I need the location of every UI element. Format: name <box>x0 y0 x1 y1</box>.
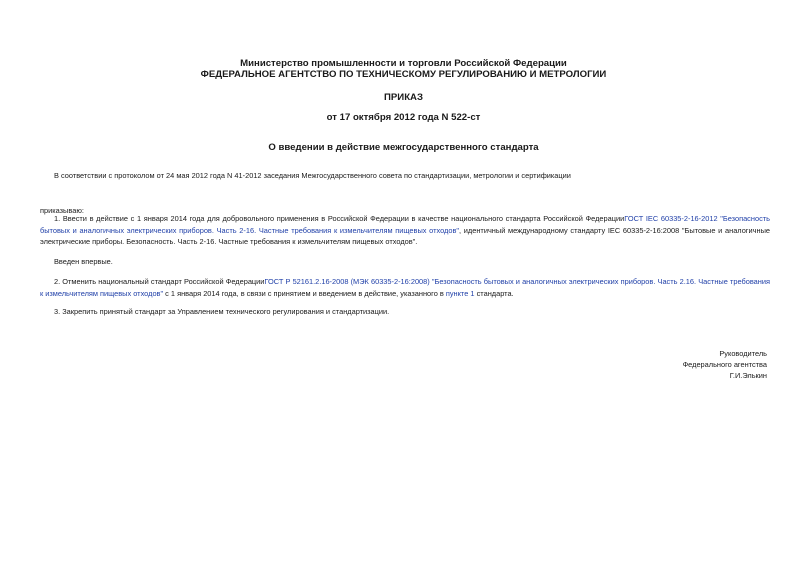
ministry-name: Министерство промышленности и торговли Российской Федерации <box>240 58 567 69</box>
order-word: приказываю: <box>40 206 84 215</box>
agency-name: ФЕДЕРАЛЬНОЕ АГЕНТСТВО ПО ТЕХНИЧЕСКОМУ РЕГУЛИРОВАНИЮ И МЕТРОЛОГИИ <box>200 69 607 80</box>
signature-organization: Федерального агентства <box>682 360 767 369</box>
item-1-text-end: , идентичный международному стандарту IEC 60335-2-16:2008 "Бытовые и аналогичные электрические приборы. Безопасность. Часть 2-16. Частные требования к измельчителям пищевых отходов". <box>40 225 770 247</box>
document-title: О введении в действие межгосударственного стандарта <box>268 142 539 153</box>
document-date-number: от 17 октября 2012 года N 522-ст <box>326 112 481 123</box>
item-3-paragraph: 3. Закрепить принятый стандарт за Управлением технического регулирования и стандартизации. <box>54 307 390 316</box>
item-1-text-start: 1. Ввести в действие с 1 января 2014 года для добровольного применения в Российской Федерации в качестве национального стандарта Российской Федерации <box>54 214 625 223</box>
item-2-text-mid: с 1 января 2014 года, в связи с принятием и введением в действие, указанного в <box>163 288 446 298</box>
item-2-text-start: 2. Отменить национальный стандарт Российской Федерации <box>54 277 265 286</box>
basis-paragraph: В соответствии с протоколом от 24 мая 2012 года N 41-2012 заседания Межгосударственного совета по стандартизации, метрологии и сертификации <box>54 171 571 180</box>
item-2-paragraph <box>40 276 770 300</box>
gost-r-link[interactable]: ГОСТ Р 52161.2.16-2008 (МЭК 60335-2-16:2008) "Безопасность бытовых и аналогичных электрических приборов. Часть 2.16. Частные требования к измельчителям пищевых отходов" <box>40 277 770 298</box>
item-2-text-end: стандарта. <box>474 288 514 298</box>
document-type: ПРИКАЗ <box>384 92 423 103</box>
signature-position: Руководитель <box>719 349 767 358</box>
gost-iec-link[interactable]: ГОСТ IEC 60335-2-16-2012 "Безопасность бытовых и аналогичных электрических приборов. Часть 2-16. Частные требования к измельчителям пищевых отходов" <box>40 214 770 235</box>
item-1-paragraph <box>40 213 770 249</box>
signature-name: Г.И.Элькин <box>729 371 767 380</box>
first-time-note: Введен впервые. <box>54 257 113 266</box>
item-1-reference-link[interactable]: пункте 1 <box>445 288 475 298</box>
